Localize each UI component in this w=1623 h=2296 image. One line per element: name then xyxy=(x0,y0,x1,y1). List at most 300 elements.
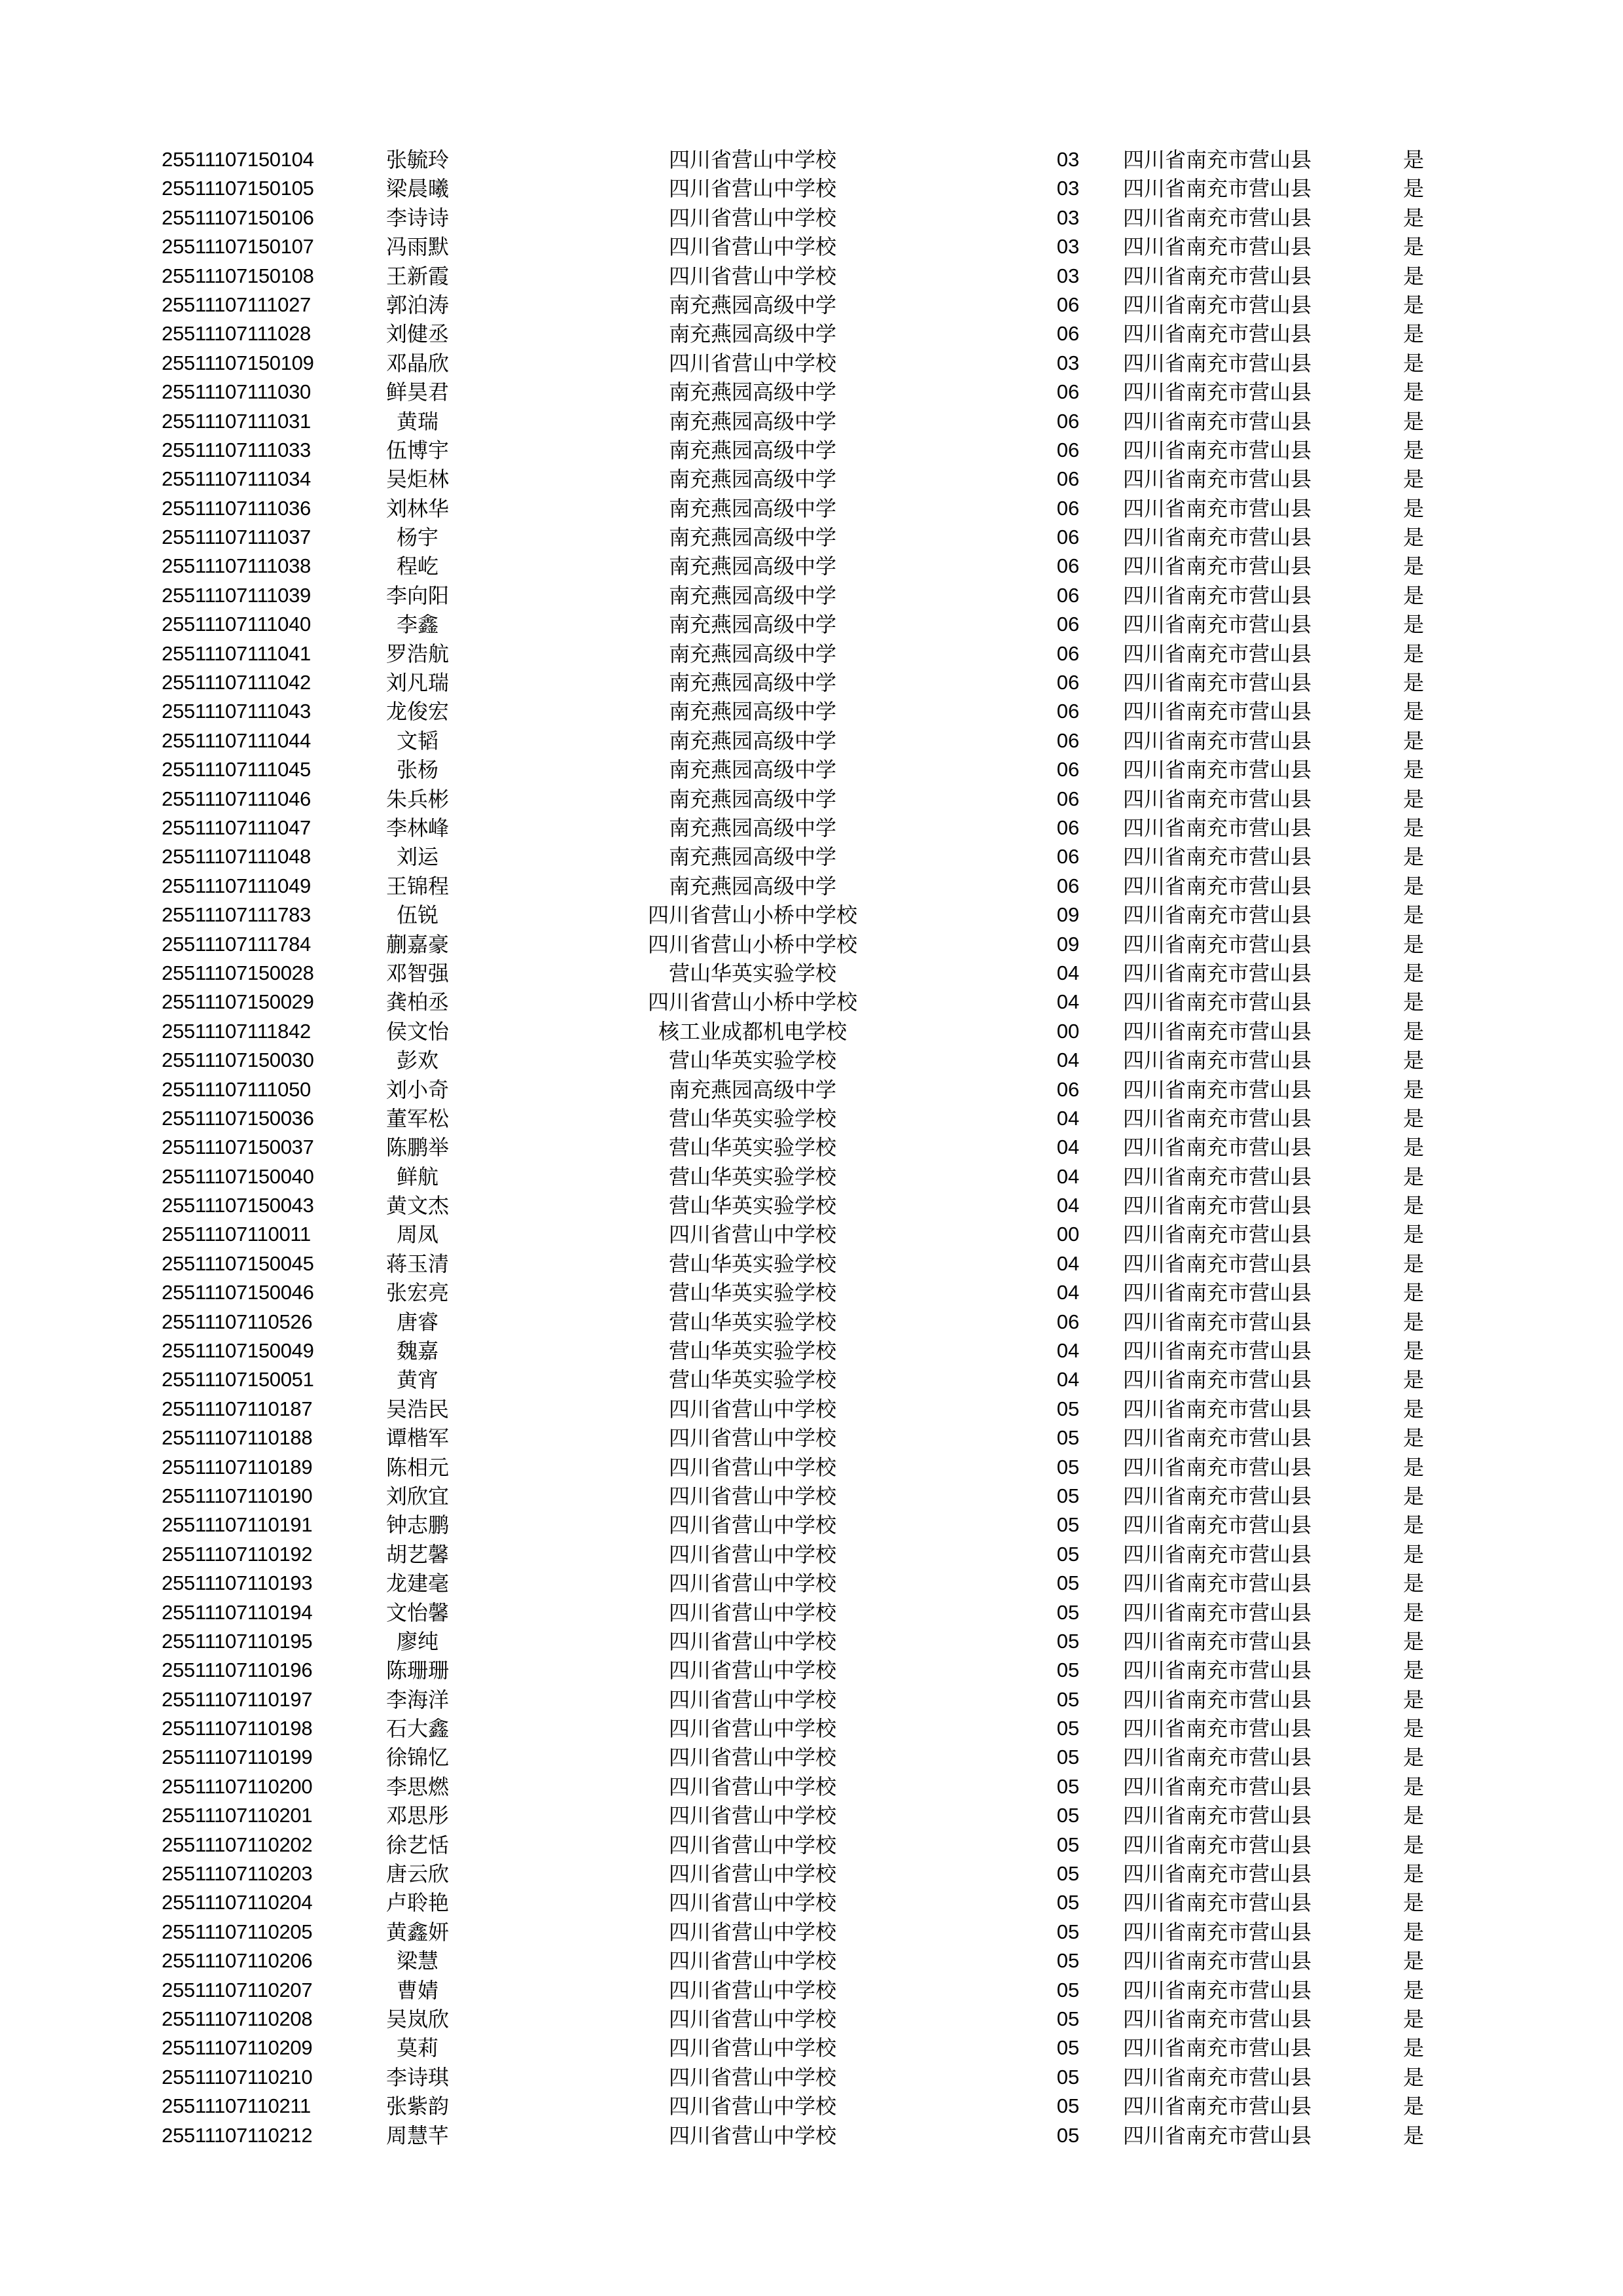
school-name-cell: 南充燕园高级中学 xyxy=(668,670,836,696)
candidate-id-cell: 25511107111031 xyxy=(162,409,311,433)
region-cell: 四川省南充市营山县 xyxy=(1123,844,1312,870)
school-name-cell: 南充燕园高级中学 xyxy=(668,437,836,463)
candidate-id-cell: 25511107110189 xyxy=(162,1455,313,1479)
eligibility-flag-cell: 是 xyxy=(1402,815,1424,840)
region-cell: 四川省南充市营山县 xyxy=(1123,408,1312,434)
table-row xyxy=(0,1569,1623,1598)
table-row xyxy=(0,1075,1623,1104)
candidate-id-cell: 25511107150051 xyxy=(162,1368,314,1391)
category-code-cell: 06 xyxy=(1056,728,1080,752)
region-cell: 四川省南充市营山县 xyxy=(1123,467,1312,492)
eligibility-flag-cell: 是 xyxy=(1402,1745,1424,1770)
region-cell: 四川省南充市营山县 xyxy=(1123,612,1312,637)
student-name-cell: 徐锦忆 xyxy=(385,1745,449,1770)
school-name-cell: 四川省营山中学校 xyxy=(668,1745,836,1770)
eligibility-flag-cell: 是 xyxy=(1402,2064,1424,2090)
table-row xyxy=(0,1801,1623,1830)
table-row xyxy=(0,814,1623,842)
table-row xyxy=(0,639,1623,668)
candidate-id-cell: 25511107150043 xyxy=(162,1194,314,1217)
eligibility-flag-cell: 是 xyxy=(1402,1658,1424,1683)
category-code-cell: 06 xyxy=(1056,526,1080,549)
eligibility-flag-cell: 是 xyxy=(1402,2036,1424,2061)
region-cell: 四川省南充市营山县 xyxy=(1123,728,1312,753)
table-row xyxy=(0,901,1623,929)
table-row xyxy=(0,204,1623,232)
category-code-cell: 06 xyxy=(1056,700,1080,723)
region-cell: 四川省南充市营山县 xyxy=(1123,815,1312,840)
eligibility-flag-cell: 是 xyxy=(1402,1135,1424,1160)
eligibility-flag-cell: 是 xyxy=(1402,1948,1424,1974)
category-code-cell: 04 xyxy=(1056,990,1080,1014)
region-cell: 四川省南充市营山县 xyxy=(1123,1426,1312,1451)
region-cell: 四川省南充市营山县 xyxy=(1123,437,1312,463)
category-code-cell: 06 xyxy=(1056,1077,1080,1101)
category-code-cell: 05 xyxy=(1056,2007,1080,2030)
eligibility-flag-cell: 是 xyxy=(1402,1018,1424,1044)
category-code-cell: 05 xyxy=(1056,1920,1080,1943)
candidate-id-cell: 25511107150028 xyxy=(162,961,314,984)
school-name-cell: 营山华英实验学校 xyxy=(668,1251,836,1276)
table-row xyxy=(0,1540,1623,1569)
table-row xyxy=(0,262,1623,291)
category-code-cell: 06 xyxy=(1056,1310,1080,1333)
eligibility-flag-cell: 是 xyxy=(1402,408,1424,434)
category-code-cell: 05 xyxy=(1056,1862,1080,1886)
eligibility-flag-cell: 是 xyxy=(1402,1280,1424,1306)
eligibility-flag-cell: 是 xyxy=(1402,699,1424,725)
student-name-cell: 李鑫 xyxy=(396,612,438,637)
region-cell: 四川省南充市营山县 xyxy=(1123,786,1312,812)
school-name-cell: 南充燕园高级中学 xyxy=(668,380,836,405)
region-cell: 四川省南充市营山县 xyxy=(1123,350,1312,376)
region-cell: 四川省南充市营山县 xyxy=(1123,292,1312,317)
student-name-cell: 王锦程 xyxy=(385,873,449,899)
table-row xyxy=(0,1918,1623,1946)
candidate-id-cell: 25511107110206 xyxy=(162,1949,313,1973)
table-row xyxy=(0,1685,1623,1714)
region-cell: 四川省南充市营山县 xyxy=(1123,1367,1312,1393)
table-row xyxy=(0,465,1623,493)
region-cell: 四川省南充市营山县 xyxy=(1123,903,1312,928)
category-code-cell: 05 xyxy=(1056,1455,1080,1479)
eligibility-flag-cell: 是 xyxy=(1402,1628,1424,1654)
category-code-cell: 06 xyxy=(1056,496,1080,520)
candidate-id-cell: 25511107111045 xyxy=(162,758,311,781)
eligibility-flag-cell: 是 xyxy=(1402,903,1424,928)
category-code-cell: 05 xyxy=(1056,1978,1080,2001)
school-name-cell: 营山华英实验学校 xyxy=(668,1135,836,1160)
student-name-cell: 伍博宇 xyxy=(385,437,449,463)
region-cell: 四川省南充市营山县 xyxy=(1123,1454,1312,1480)
student-name-cell: 刘凡瑞 xyxy=(385,670,449,696)
table-row xyxy=(0,2063,1623,2092)
school-name-cell: 四川省营山中学校 xyxy=(668,2007,836,2032)
student-name-cell: 杨宇 xyxy=(396,525,438,550)
region-cell: 四川省南充市营山县 xyxy=(1123,1541,1312,1567)
table-row xyxy=(0,1395,1623,1424)
candidate-id-cell: 25511107110526 xyxy=(162,1310,313,1333)
student-name-cell: 程屹 xyxy=(396,554,438,579)
eligibility-flag-cell: 是 xyxy=(1402,960,1424,986)
region-cell: 四川省南充市营山县 xyxy=(1123,1745,1312,1770)
school-name-cell: 四川省营山小桥中学校 xyxy=(647,903,857,928)
eligibility-flag-cell: 是 xyxy=(1402,1977,1424,2003)
category-code-cell: 05 xyxy=(1056,1774,1080,1798)
eligibility-flag-cell: 是 xyxy=(1402,350,1424,376)
region-cell: 四川省南充市营山县 xyxy=(1123,670,1312,696)
student-name-cell: 彭欢 xyxy=(396,1048,438,1073)
candidate-id-cell: 25511107150040 xyxy=(162,1164,314,1188)
category-code-cell: 04 xyxy=(1056,1368,1080,1391)
region-cell: 四川省南充市营山县 xyxy=(1123,1222,1312,1247)
table-row xyxy=(0,1046,1623,1075)
school-name-cell: 营山华英实验学校 xyxy=(668,1280,836,1306)
region-cell: 四川省南充市营山县 xyxy=(1123,641,1312,666)
candidate-id-cell: 25511107110195 xyxy=(162,1629,313,1653)
school-name-cell: 南充燕园高级中学 xyxy=(668,757,836,783)
category-code-cell: 05 xyxy=(1056,1833,1080,1856)
eligibility-flag-cell: 是 xyxy=(1402,292,1424,317)
eligibility-flag-cell: 是 xyxy=(1402,467,1424,492)
table-row xyxy=(0,523,1623,552)
student-name-cell: 李海洋 xyxy=(385,1687,449,1712)
school-name-cell: 四川省营山中学校 xyxy=(668,1571,836,1596)
candidate-id-cell: 25511107111028 xyxy=(162,322,311,346)
school-name-cell: 营山华英实验学校 xyxy=(668,1193,836,1219)
student-name-cell: 陈相元 xyxy=(385,1454,449,1480)
table-row xyxy=(0,1976,1623,2005)
student-name-cell: 龚柏丞 xyxy=(385,990,449,1015)
table-row xyxy=(0,1859,1623,1888)
category-code-cell: 04 xyxy=(1056,1136,1080,1159)
table-row xyxy=(0,1365,1623,1394)
student-name-cell: 卢聆艳 xyxy=(385,1890,449,1916)
category-code-cell: 06 xyxy=(1056,554,1080,578)
category-code-cell: 06 xyxy=(1056,787,1080,810)
student-name-cell: 冯雨默 xyxy=(385,234,449,260)
candidate-id-cell: 25511107150109 xyxy=(162,351,314,374)
eligibility-flag-cell: 是 xyxy=(1402,1309,1424,1335)
student-name-cell: 张宏亮 xyxy=(385,1280,449,1306)
candidate-id-cell: 25511107111030 xyxy=(162,380,311,404)
region-cell: 四川省南充市营山县 xyxy=(1123,1977,1312,2003)
category-code-cell: 05 xyxy=(1056,1687,1080,1711)
eligibility-flag-cell: 是 xyxy=(1402,1396,1424,1422)
student-name-cell: 张杨 xyxy=(396,757,438,783)
region-cell: 四川省南充市营山县 xyxy=(1123,321,1312,347)
category-code-cell: 05 xyxy=(1056,1949,1080,1973)
school-name-cell: 四川省营山中学校 xyxy=(668,234,836,260)
table-row xyxy=(0,319,1623,348)
category-code-cell: 00 xyxy=(1056,1019,1080,1043)
student-name-cell: 魏嘉 xyxy=(396,1338,438,1364)
school-name-cell: 四川省营山中学校 xyxy=(668,350,836,376)
school-name-cell: 四川省营山中学校 xyxy=(668,1628,836,1654)
eligibility-flag-cell: 是 xyxy=(1402,641,1424,666)
category-code-cell: 05 xyxy=(1056,1629,1080,1653)
student-name-cell: 周慧芊 xyxy=(385,2123,449,2148)
candidate-id-cell: 25511107110011 xyxy=(162,1223,311,1246)
candidate-id-cell: 25511107111042 xyxy=(162,671,311,694)
school-name-cell: 南充燕园高级中学 xyxy=(668,525,836,550)
candidate-id-cell: 25511107110203 xyxy=(162,1862,313,1886)
student-name-cell: 黄宵 xyxy=(396,1367,438,1393)
student-name-cell: 张毓玲 xyxy=(385,147,449,172)
candidate-id-cell: 25511107111048 xyxy=(162,845,311,869)
eligibility-flag-cell: 是 xyxy=(1402,1600,1424,1625)
table-row xyxy=(0,1743,1623,1772)
table-row xyxy=(0,2121,1623,2150)
region-cell: 四川省南充市营山县 xyxy=(1123,931,1312,957)
candidate-id-cell: 25511107111033 xyxy=(162,438,311,461)
student-name-cell: 文韬 xyxy=(396,728,438,753)
student-name-cell: 刘小奇 xyxy=(385,1077,449,1102)
table-row xyxy=(0,1133,1623,1162)
table-row xyxy=(0,1308,1623,1336)
eligibility-flag-cell: 是 xyxy=(1402,1222,1424,1247)
region-cell: 四川省南充市营山县 xyxy=(1123,2036,1312,2061)
category-code-cell: 06 xyxy=(1056,613,1080,636)
eligibility-flag-cell: 是 xyxy=(1402,1919,1424,1945)
eligibility-flag-cell: 是 xyxy=(1402,1890,1424,1916)
eligibility-flag-cell: 是 xyxy=(1402,1454,1424,1480)
student-name-cell: 谭楷军 xyxy=(385,1426,449,1451)
table-row xyxy=(0,785,1623,814)
student-name-cell: 廖纯 xyxy=(396,1628,438,1654)
table-row xyxy=(0,349,1623,378)
school-name-cell: 营山华英实验学校 xyxy=(668,1338,836,1364)
table-row xyxy=(0,1104,1623,1133)
roster-table xyxy=(0,145,1623,2150)
school-name-cell: 四川省营山中学校 xyxy=(668,147,836,172)
region-cell: 四川省南充市营山县 xyxy=(1123,1193,1312,1219)
school-name-cell: 四川省营山中学校 xyxy=(668,205,836,230)
table-row xyxy=(0,1482,1623,1511)
eligibility-flag-cell: 是 xyxy=(1402,321,1424,347)
table-row xyxy=(0,2034,1623,2062)
student-name-cell: 蒋玉清 xyxy=(385,1251,449,1276)
table-row xyxy=(0,552,1623,581)
eligibility-flag-cell: 是 xyxy=(1402,728,1424,753)
school-name-cell: 南充燕园高级中学 xyxy=(668,641,836,666)
region-cell: 四川省南充市营山县 xyxy=(1123,1164,1312,1189)
category-code-cell: 00 xyxy=(1056,1223,1080,1246)
region-cell: 四川省南充市营山县 xyxy=(1123,380,1312,405)
school-name-cell: 四川省营山中学校 xyxy=(668,1687,836,1712)
school-name-cell: 营山华英实验学校 xyxy=(668,1367,836,1393)
school-name-cell: 四川省营山中学校 xyxy=(668,2123,836,2148)
candidate-id-cell: 25511107111050 xyxy=(162,1077,311,1101)
eligibility-flag-cell: 是 xyxy=(1402,1861,1424,1887)
region-cell: 四川省南充市营山县 xyxy=(1123,176,1312,202)
eligibility-flag-cell: 是 xyxy=(1402,2094,1424,2119)
table-row xyxy=(0,1191,1623,1220)
table-row xyxy=(0,1627,1623,1656)
region-cell: 四川省南充市营山县 xyxy=(1123,1018,1312,1044)
category-code-cell: 03 xyxy=(1056,177,1080,200)
region-cell: 四川省南充市营山县 xyxy=(1123,1774,1312,1799)
table-row xyxy=(0,2005,1623,2034)
eligibility-flag-cell: 是 xyxy=(1402,380,1424,405)
student-name-cell: 黄瑞 xyxy=(396,408,438,434)
student-name-cell: 侯文怡 xyxy=(385,1018,449,1044)
candidate-id-cell: 25511107150037 xyxy=(162,1136,314,1159)
eligibility-flag-cell: 是 xyxy=(1402,554,1424,579)
eligibility-flag-cell: 是 xyxy=(1402,786,1424,812)
region-cell: 四川省南充市营山县 xyxy=(1123,583,1312,608)
candidate-id-cell: 25511107111842 xyxy=(162,1019,311,1043)
candidate-id-cell: 25511107110210 xyxy=(162,2065,313,2089)
category-code-cell: 03 xyxy=(1056,206,1080,229)
category-code-cell: 05 xyxy=(1056,2065,1080,2089)
school-name-cell: 四川省营山中学校 xyxy=(668,1658,836,1683)
region-cell: 四川省南充市营山县 xyxy=(1123,1919,1312,1945)
school-name-cell: 南充燕园高级中学 xyxy=(668,1077,836,1102)
student-name-cell: 吴炬林 xyxy=(385,467,449,492)
candidate-id-cell: 25511107110193 xyxy=(162,1571,313,1595)
candidate-id-cell: 25511107150104 xyxy=(162,148,314,171)
eligibility-flag-cell: 是 xyxy=(1402,1367,1424,1393)
table-row xyxy=(0,1772,1623,1801)
category-code-cell: 04 xyxy=(1056,1281,1080,1304)
school-name-cell: 南充燕园高级中学 xyxy=(668,554,836,579)
category-code-cell: 04 xyxy=(1056,1339,1080,1363)
category-code-cell: 04 xyxy=(1056,1164,1080,1188)
region-cell: 四川省南充市营山县 xyxy=(1123,1628,1312,1654)
eligibility-flag-cell: 是 xyxy=(1402,1774,1424,1799)
student-name-cell: 吴浩民 xyxy=(385,1396,449,1422)
region-cell: 四川省南充市营山县 xyxy=(1123,1658,1312,1683)
school-name-cell: 南充燕园高级中学 xyxy=(668,321,836,347)
eligibility-flag-cell: 是 xyxy=(1402,1105,1424,1131)
candidate-id-cell: 25511107111038 xyxy=(162,554,311,578)
school-name-cell: 营山华英实验学校 xyxy=(668,1105,836,1131)
table-row xyxy=(0,755,1623,784)
student-name-cell: 龙俊宏 xyxy=(385,699,449,725)
school-name-cell: 南充燕园高级中学 xyxy=(668,583,836,608)
student-name-cell: 莫莉 xyxy=(396,2036,438,2061)
category-code-cell: 06 xyxy=(1056,467,1080,491)
school-name-cell: 南充燕园高级中学 xyxy=(668,699,836,725)
category-code-cell: 05 xyxy=(1056,1426,1080,1450)
student-name-cell: 罗浩航 xyxy=(385,641,449,666)
category-code-cell: 04 xyxy=(1056,1251,1080,1275)
region-cell: 四川省南充市营山县 xyxy=(1123,2123,1312,2148)
school-name-cell: 南充燕园高级中学 xyxy=(668,495,836,521)
eligibility-flag-cell: 是 xyxy=(1402,1687,1424,1712)
eligibility-flag-cell: 是 xyxy=(1402,2007,1424,2032)
student-name-cell: 刘运 xyxy=(396,844,438,870)
student-name-cell: 朱兵彬 xyxy=(385,786,449,812)
eligibility-flag-cell: 是 xyxy=(1402,1716,1424,1742)
category-code-cell: 05 xyxy=(1056,1804,1080,1827)
table-row xyxy=(0,1453,1623,1482)
region-cell: 四川省南充市营山县 xyxy=(1123,1861,1312,1887)
region-cell: 四川省南充市营山县 xyxy=(1123,1803,1312,1829)
student-name-cell: 钟志鹏 xyxy=(385,1513,449,1538)
region-cell: 四川省南充市营山县 xyxy=(1123,2064,1312,2090)
candidate-id-cell: 25511107111783 xyxy=(162,903,311,927)
student-name-cell: 石大鑫 xyxy=(385,1716,449,1742)
student-name-cell: 刘健丞 xyxy=(385,321,449,347)
school-name-cell: 南充燕园高级中学 xyxy=(668,467,836,492)
region-cell: 四川省南充市营山县 xyxy=(1123,960,1312,986)
candidate-id-cell: 25511107111044 xyxy=(162,728,311,752)
region-cell: 四川省南充市营山县 xyxy=(1123,1687,1312,1712)
school-name-cell: 营山华英实验学校 xyxy=(668,960,836,986)
region-cell: 四川省南充市营山县 xyxy=(1123,699,1312,725)
school-name-cell: 四川省营山中学校 xyxy=(668,2036,836,2061)
table-row xyxy=(0,1831,1623,1859)
eligibility-flag-cell: 是 xyxy=(1402,990,1424,1015)
school-name-cell: 南充燕园高级中学 xyxy=(668,292,836,317)
eligibility-flag-cell: 是 xyxy=(1402,1251,1424,1276)
region-cell: 四川省南充市营山县 xyxy=(1123,1077,1312,1102)
category-code-cell: 06 xyxy=(1056,322,1080,346)
school-name-cell: 营山华英实验学校 xyxy=(668,1309,836,1335)
candidate-id-cell: 25511107150105 xyxy=(162,177,314,200)
table-row xyxy=(0,1714,1623,1743)
school-name-cell: 南充燕园高级中学 xyxy=(668,815,836,840)
region-cell: 四川省南充市营山县 xyxy=(1123,873,1312,899)
school-name-cell: 四川省营山中学校 xyxy=(668,1861,836,1887)
eligibility-flag-cell: 是 xyxy=(1402,1048,1424,1073)
student-name-cell: 梁晨曦 xyxy=(385,176,449,202)
category-code-cell: 06 xyxy=(1056,671,1080,694)
student-name-cell: 邓晶欣 xyxy=(385,350,449,376)
school-name-cell: 四川省营山中学校 xyxy=(668,1716,836,1742)
school-name-cell: 四川省营山小桥中学校 xyxy=(647,931,857,957)
table-row xyxy=(0,930,1623,959)
category-code-cell: 05 xyxy=(1056,2094,1080,2118)
school-name-cell: 四川省营山中学校 xyxy=(668,2064,836,2090)
candidate-id-cell: 25511107110188 xyxy=(162,1426,313,1450)
category-code-cell: 04 xyxy=(1056,1106,1080,1130)
candidate-id-cell: 25511107111027 xyxy=(162,293,311,316)
category-code-cell: 05 xyxy=(1056,1659,1080,1682)
school-name-cell: 四川省营山中学校 xyxy=(668,1977,836,2003)
eligibility-flag-cell: 是 xyxy=(1402,205,1424,230)
table-row xyxy=(0,291,1623,319)
table-row xyxy=(0,174,1623,203)
table-row xyxy=(0,2092,1623,2121)
category-code-cell: 06 xyxy=(1056,380,1080,404)
candidate-id-cell: 25511107111037 xyxy=(162,526,311,549)
table-row xyxy=(0,436,1623,465)
region-cell: 四川省南充市营山县 xyxy=(1123,1280,1312,1306)
category-code-cell: 03 xyxy=(1056,264,1080,287)
candidate-id-cell: 25511107110198 xyxy=(162,1717,313,1740)
category-code-cell: 03 xyxy=(1056,235,1080,259)
region-cell: 四川省南充市营山县 xyxy=(1123,1716,1312,1742)
candidate-id-cell: 25511107150108 xyxy=(162,264,314,287)
candidate-id-cell: 25511107110199 xyxy=(162,1746,313,1769)
student-name-cell: 鲜航 xyxy=(396,1164,438,1189)
eligibility-flag-cell: 是 xyxy=(1402,525,1424,550)
school-name-cell: 四川省营山中学校 xyxy=(668,1513,836,1538)
region-cell: 四川省南充市营山县 xyxy=(1123,1832,1312,1857)
region-cell: 四川省南充市营山县 xyxy=(1123,1513,1312,1538)
school-name-cell: 南充燕园高级中学 xyxy=(668,408,836,434)
student-name-cell: 董军松 xyxy=(385,1105,449,1131)
eligibility-flag-cell: 是 xyxy=(1402,147,1424,172)
category-code-cell: 06 xyxy=(1056,816,1080,839)
school-name-cell: 四川省营山中学校 xyxy=(668,1541,836,1567)
candidate-id-cell: 25511107110208 xyxy=(162,2007,313,2030)
candidate-id-cell: 25511107111049 xyxy=(162,874,311,897)
category-code-cell: 06 xyxy=(1056,758,1080,781)
